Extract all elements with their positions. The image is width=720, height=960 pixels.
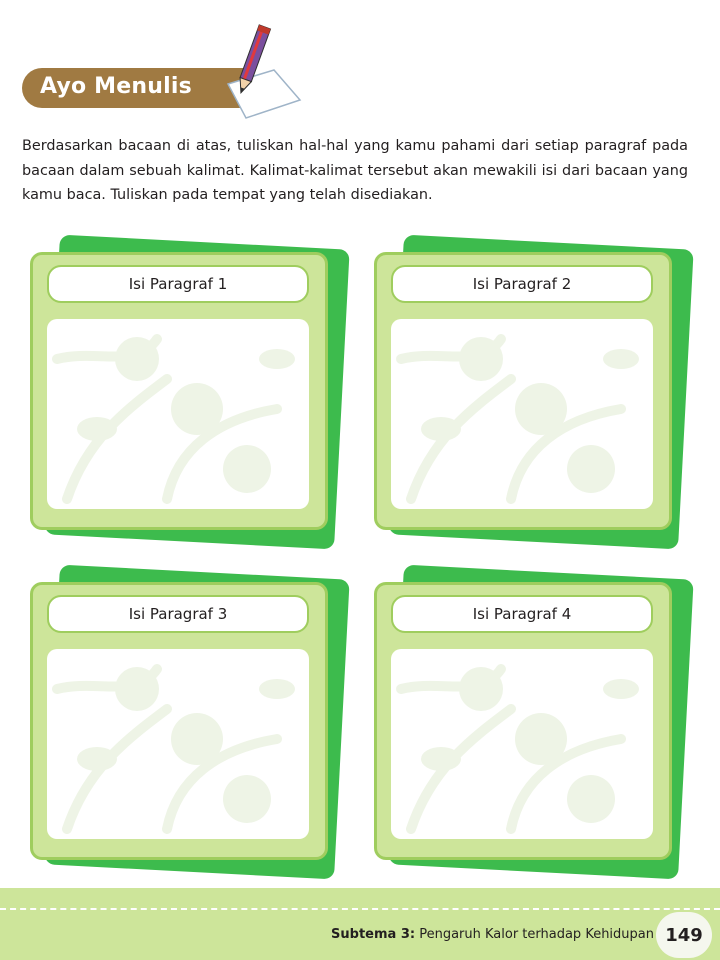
card-header: Isi Paragraf 1 (47, 265, 309, 303)
card-paragraf-2 (374, 252, 684, 552)
card-frame (30, 582, 328, 860)
floral-pattern (47, 649, 309, 839)
instructions-text: Berdasarkan bacaan di atas, tuliskan hal-hal yang kamu pahami dari setiap paragraf pada bacaan dalam sebuah kalimat. Kalimat-kalimat tersebut akan mewakili isi dari bacaan yang kamu baca. Tuliskan pada tempat yang telah disediakan. (22, 138, 688, 203)
section-title: Ayo Menulis (40, 74, 192, 99)
footer-subtema (331, 927, 654, 942)
writing-area[interactable] (47, 649, 309, 839)
floral-pattern (47, 319, 309, 509)
card-header: Isi Paragraf 3 (47, 595, 309, 633)
footer-band (0, 888, 720, 960)
footer-subtema-label: Subtema 3: (331, 927, 416, 942)
writing-area[interactable] (391, 319, 653, 509)
card-paragraf-1 (30, 252, 340, 552)
floral-pattern (391, 649, 653, 839)
writing-area[interactable] (391, 649, 653, 839)
floral-pattern (391, 319, 653, 509)
writing-area[interactable] (47, 319, 309, 509)
card-header: Isi Paragraf 2 (391, 265, 653, 303)
pencil-paper-icon (210, 22, 310, 122)
footer-divider (0, 908, 720, 910)
card-frame (30, 252, 328, 530)
footer-subtema-title: Pengaruh Kalor terhadap Kehidupan (419, 927, 654, 942)
card-frame (374, 582, 672, 860)
page-number: 149 (656, 912, 712, 958)
card-header: Isi Paragraf 4 (391, 595, 653, 633)
card-paragraf-4 (374, 582, 684, 882)
card-frame (374, 252, 672, 530)
card-paragraf-3 (30, 582, 340, 882)
